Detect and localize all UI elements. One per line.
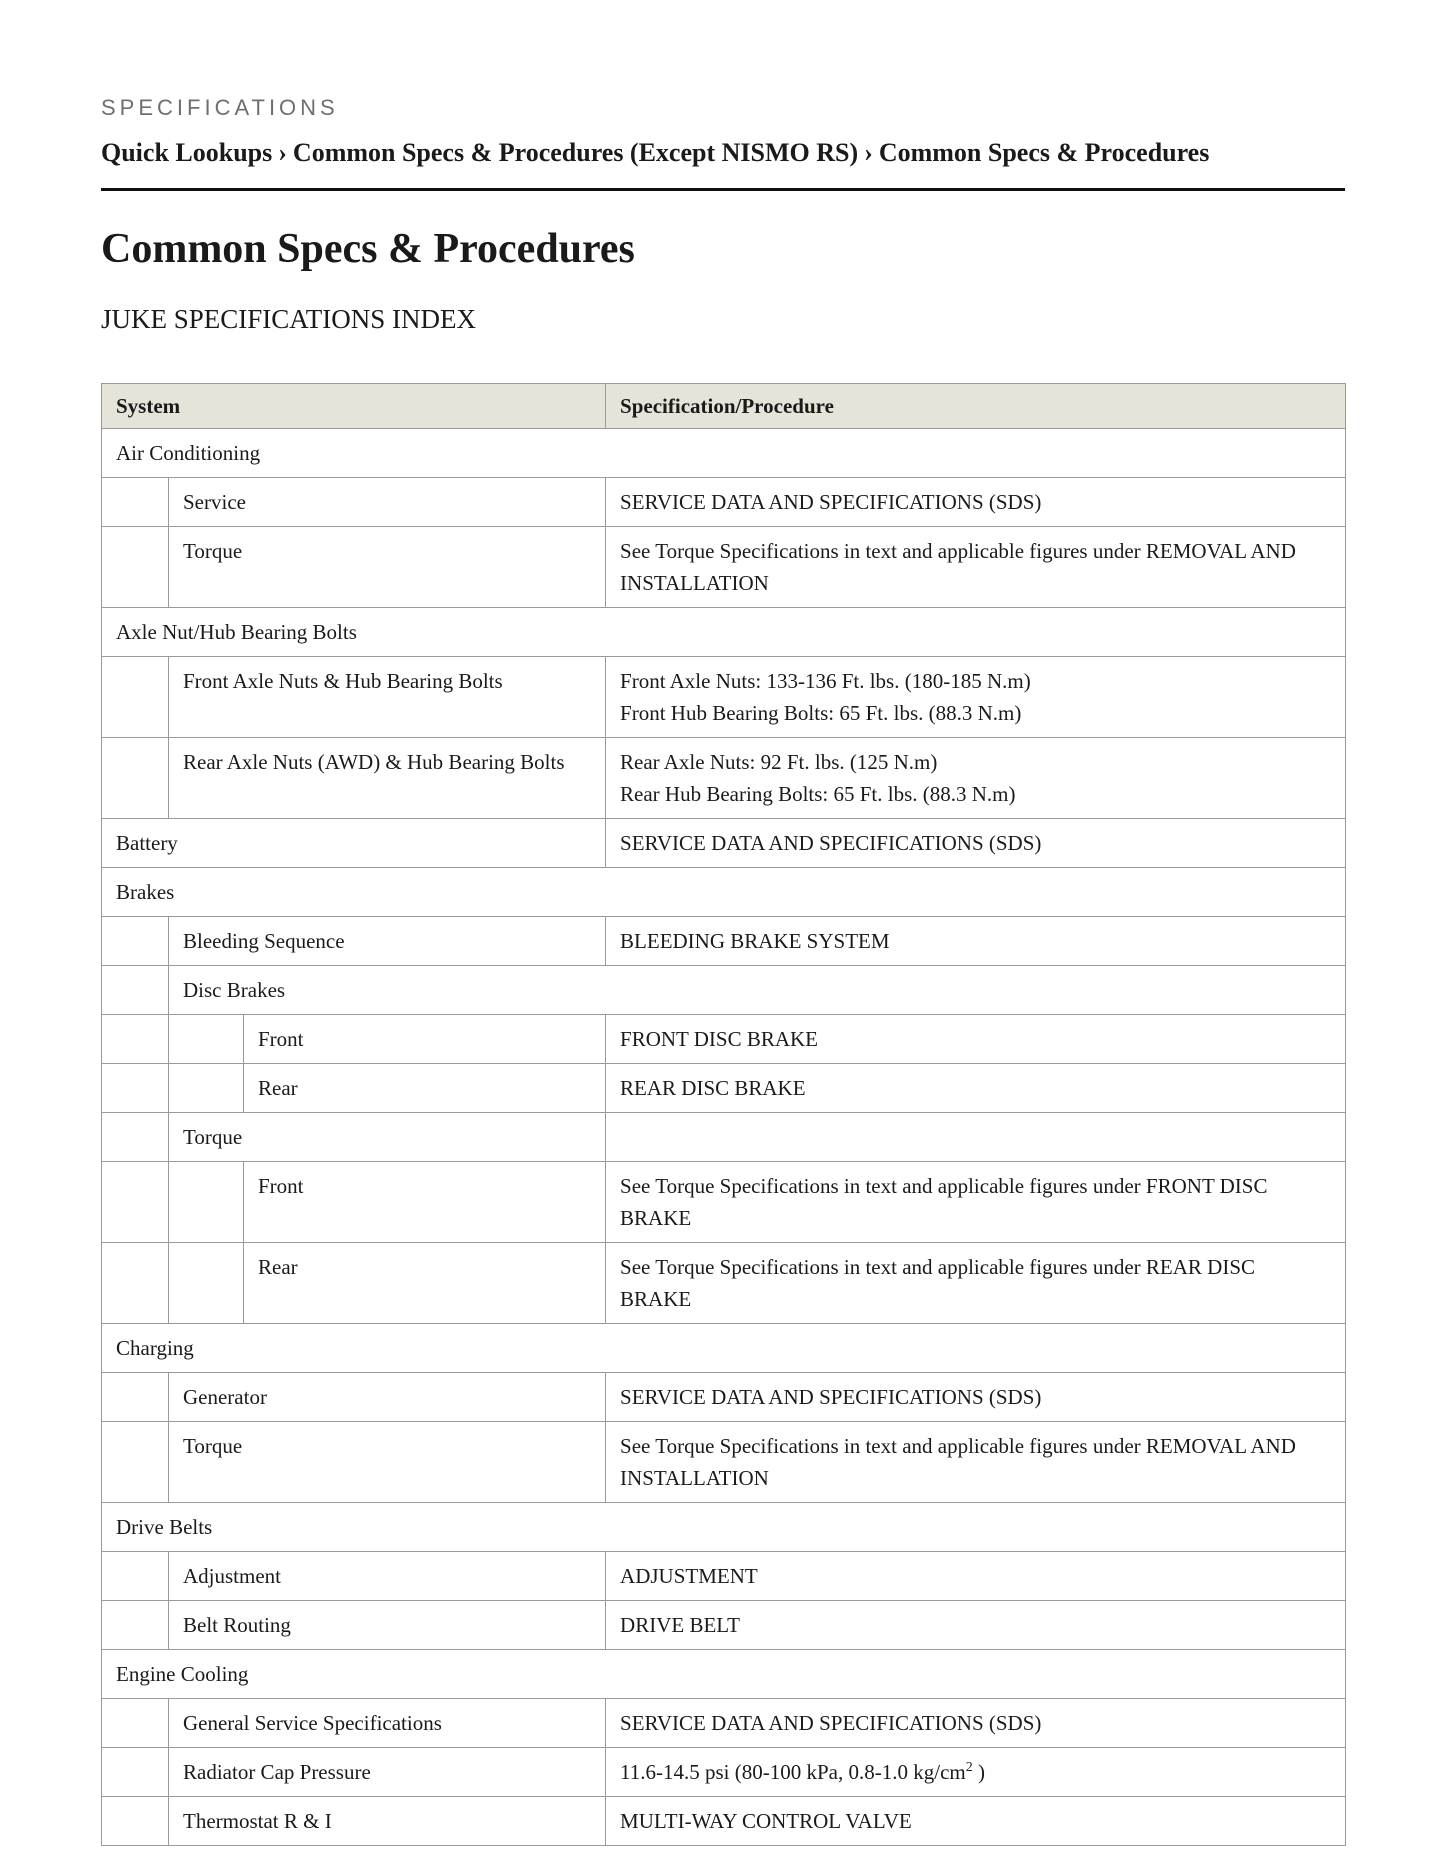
spec-text: BLEEDING BRAKE SYSTEM [620,929,890,953]
indent-cell [102,1748,169,1797]
table-row [102,1552,1346,1601]
system-cell: Belt Routing [169,1601,606,1650]
spec-cell[interactable] [606,1601,1346,1650]
spec-text: See Torque Specifications in text and applicable figures under FRONT DISC BRAKE [620,1174,1268,1230]
system-cell: Battery [102,819,606,868]
system-cell: Service [169,478,606,527]
system-cell: Bleeding Sequence [169,917,606,966]
table-row [102,1797,1346,1846]
table-row [102,1373,1346,1422]
spec-line: Front Axle Nuts: 133-136 Ft. lbs. (180-185 N.m) [620,669,1031,693]
spec-text: MULTI-WAY CONTROL VALVE [620,1809,912,1833]
system-cell: Axle Nut/Hub Bearing Bolts [102,608,1346,657]
table-row [102,1699,1346,1748]
spec-line: Rear Hub Bearing Bolts: 65 Ft. lbs. (88.3 N.m) [620,782,1016,806]
indent-cell [169,1015,244,1064]
system-cell: Torque [169,1113,606,1162]
table-row [102,738,1346,819]
spec-text: SERVICE DATA AND SPECIFICATIONS (SDS) [620,1711,1042,1735]
system-cell: Generator [169,1373,606,1422]
spec-text: See Torque Specifications in text and applicable figures under REMOVAL AND INSTALLATION [620,1434,1296,1490]
table-row [102,1162,1346,1243]
spec-cell[interactable] [606,738,1346,819]
table-row [102,527,1346,608]
indent-cell [169,1243,244,1324]
page-title: Common Specs & Procedures [101,226,635,272]
spec-cell[interactable] [606,1748,1346,1797]
indent-cell [102,1552,169,1601]
table-row [102,1601,1346,1650]
indent-cell [102,917,169,966]
system-cell: Front [244,1162,606,1243]
table-header-row [102,384,1346,429]
indent-cell [102,966,169,1015]
spec-cell[interactable] [606,527,1346,608]
spec-text: 11.6-14.5 psi (80-100 kPa, 0.8-1.0 kg/cm [620,1760,966,1784]
table-row [102,1324,1346,1373]
spec-cell[interactable] [606,1162,1346,1243]
spec-text: SERVICE DATA AND SPECIFICATIONS (SDS) [620,1385,1042,1409]
spec-cell[interactable] [606,917,1346,966]
breadcrumb-item[interactable]: Common Specs & Procedures (Except NISMO RS) [292,138,859,167]
table-row [102,1113,1346,1162]
breadcrumb-item[interactable]: Quick Lookups [101,138,273,167]
table-row [102,1422,1346,1503]
spec-text: SERVICE DATA AND SPECIFICATIONS (SDS) [620,490,1042,514]
table-row [102,868,1346,917]
spec-cell[interactable] [606,1422,1346,1503]
table-row [102,1243,1346,1324]
system-cell: Engine Cooling [102,1650,1346,1699]
spec-cell[interactable] [606,1552,1346,1601]
spec-text: FRONT DISC BRAKE [620,1027,819,1051]
spec-text-after: ) [972,1760,985,1784]
table-row [102,966,1346,1015]
column-header-spec: Specification/Procedure [606,384,1346,429]
system-cell: Rear [244,1243,606,1324]
system-cell: Torque [169,1422,606,1503]
spec-text: See Torque Specifications in text and applicable figures under REMOVAL AND INSTALLATION [620,539,1296,595]
system-cell: Front Axle Nuts & Hub Bearing Bolts [169,657,606,738]
system-cell: Drive Belts [102,1503,1346,1552]
spec-text: DRIVE BELT [620,1613,741,1637]
system-cell: Front [244,1015,606,1064]
column-header-system: System [102,384,606,429]
table-row [102,608,1346,657]
table-row [102,1015,1346,1064]
breadcrumb-item-current: Common Specs & Procedures [878,138,1210,167]
breadcrumb [101,136,1345,191]
spec-cell[interactable] [606,1797,1346,1846]
spec-cell[interactable] [606,819,1346,868]
system-cell: Brakes [102,868,1346,917]
table-row [102,1650,1346,1699]
indent-cell [102,1015,169,1064]
spec-text: SERVICE DATA AND SPECIFICATIONS (SDS) [620,831,1042,855]
system-cell: Disc Brakes [169,966,1346,1015]
table-row [102,917,1346,966]
spec-cell[interactable] [606,1373,1346,1422]
table-row [102,1503,1346,1552]
system-cell: General Service Specifications [169,1699,606,1748]
table-row [102,657,1346,738]
specifications-table [101,383,1346,1846]
spec-cell[interactable] [606,1064,1346,1113]
spec-cell[interactable] [606,478,1346,527]
indent-cell [102,1113,169,1162]
index-subtitle: JUKE SPECIFICATIONS INDEX [101,304,477,334]
indent-cell [169,1064,244,1113]
spec-cell [606,1113,1346,1162]
system-cell: Rear Axle Nuts (AWD) & Hub Bearing Bolts [169,738,606,819]
spec-text: ADJUSTMENT [620,1564,758,1588]
spec-line: Rear Axle Nuts: 92 Ft. lbs. (125 N.m) [620,750,938,774]
spec-cell[interactable] [606,1243,1346,1324]
system-cell: Radiator Cap Pressure [169,1748,606,1797]
system-cell: Adjustment [169,1552,606,1601]
breadcrumb-separator: › [278,138,287,167]
table-body [102,429,1346,1846]
indent-cell [169,1162,244,1243]
indent-cell [102,1243,169,1324]
spec-cell[interactable] [606,1699,1346,1748]
indent-cell [102,1162,169,1243]
table-row [102,1748,1346,1797]
section-eyebrow: SPECIFICATIONS [101,95,339,120]
spec-cell[interactable] [606,1015,1346,1064]
system-cell: Thermostat R & I [169,1797,606,1846]
spec-text: See Torque Specifications in text and applicable figures under REAR DISC BRAKE [620,1255,1256,1311]
indent-cell [102,1601,169,1650]
indent-cell [102,527,169,608]
spec-cell[interactable] [606,657,1346,738]
table-row [102,819,1346,868]
indent-cell [102,1373,169,1422]
spec-line: Front Hub Bearing Bolts: 65 Ft. lbs. (88.3 N.m) [620,701,1022,725]
indent-cell [102,1699,169,1748]
system-cell: Torque [169,527,606,608]
indent-cell [102,1797,169,1846]
indent-cell [102,657,169,738]
table-row [102,478,1346,527]
table-row [102,1064,1346,1113]
spec-text: REAR DISC BRAKE [620,1076,806,1100]
table-row [102,429,1346,478]
system-cell: Air Conditioning [102,429,1346,478]
system-cell: Charging [102,1324,1346,1373]
breadcrumb-separator: › [864,138,873,167]
spec-superscript: 2 [965,1760,973,1775]
indent-cell [102,738,169,819]
indent-cell [102,1064,169,1113]
system-cell: Rear [244,1064,606,1113]
indent-cell [102,1422,169,1503]
indent-cell [102,478,169,527]
